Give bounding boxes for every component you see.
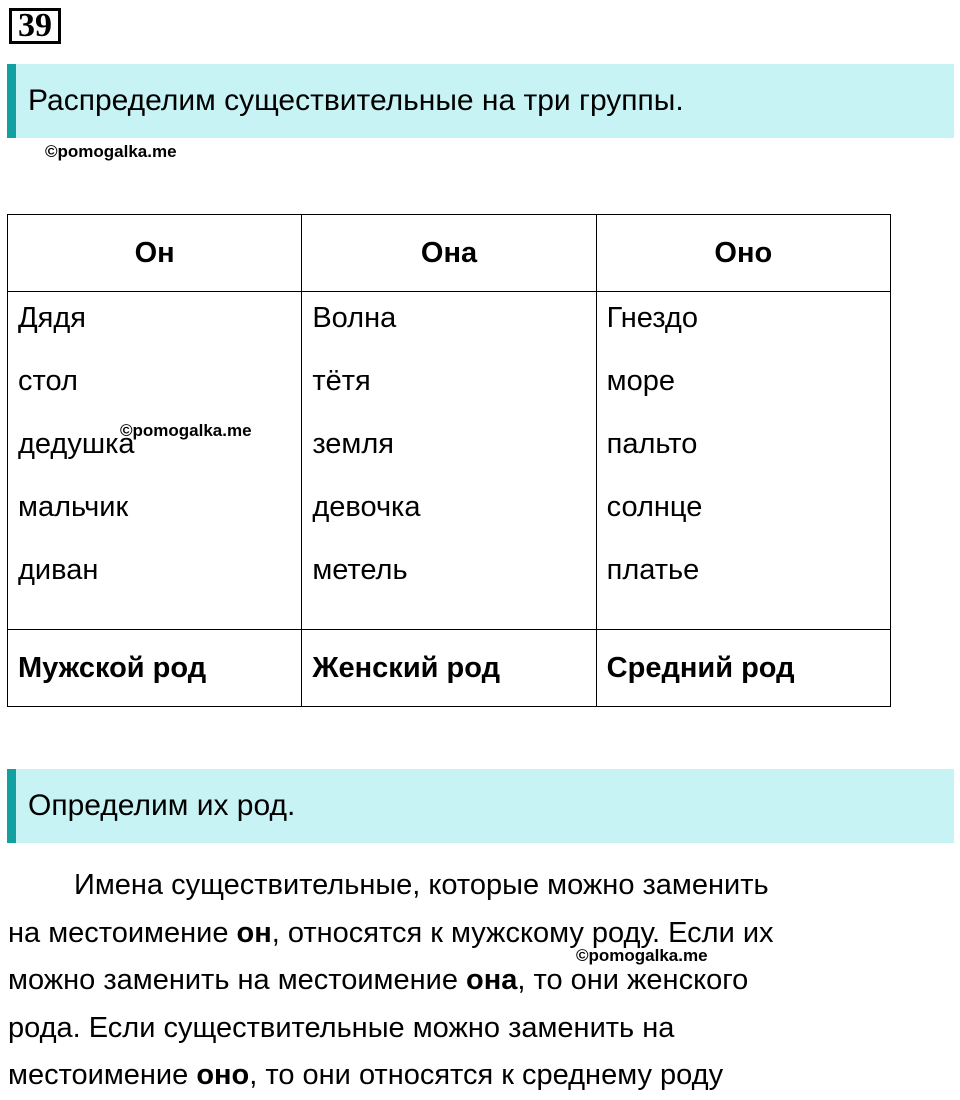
section-banner-distribute xyxy=(7,64,954,138)
paragraph-line xyxy=(8,1052,953,1100)
word-item: девочка xyxy=(312,491,421,523)
gender-table xyxy=(7,214,891,707)
watermark: ©pomogalka.me xyxy=(45,142,177,161)
explanation-paragraph xyxy=(8,862,953,1100)
word-item: мальчик xyxy=(18,491,129,523)
watermark: ©pomogalka.me xyxy=(120,421,252,440)
word-item: дедушка xyxy=(18,428,135,460)
pronoun-ono: оно xyxy=(196,1059,250,1091)
paragraph-line xyxy=(8,1005,953,1053)
text: можно заменить на местоимение xyxy=(8,964,467,996)
header-ono: Оно xyxy=(596,215,890,292)
word-item: стол xyxy=(18,365,78,397)
text: , то они женского xyxy=(517,964,749,996)
pronoun-on: он xyxy=(236,916,272,949)
word-item: Волна xyxy=(312,302,397,334)
column-neuter xyxy=(596,292,890,630)
word-item: пальто xyxy=(606,428,698,460)
word-item: земля xyxy=(312,428,394,460)
footer-feminine: Женский род xyxy=(302,630,596,707)
section-banner-determine xyxy=(7,769,954,843)
word-item: метель xyxy=(312,554,408,586)
table-footer-row xyxy=(8,630,891,707)
paragraph-line xyxy=(8,910,953,958)
column-feminine xyxy=(302,292,596,630)
paragraph-line xyxy=(8,957,953,1005)
word-item: солнце xyxy=(606,491,703,523)
text: на местоимение xyxy=(8,916,237,949)
footer-masculine: Мужской род xyxy=(8,630,302,707)
text: Имена существительные, которые можно заменить xyxy=(74,869,769,901)
column-masculine xyxy=(8,292,302,630)
banner-text: Распределим существительные на три группы. xyxy=(28,84,684,117)
word-item: диван xyxy=(18,554,99,586)
text: местоимение xyxy=(8,1059,197,1091)
header-ona: Она xyxy=(302,215,596,292)
banner-text: Определим их род. xyxy=(28,789,296,822)
text: , то они относятся к среднему роду xyxy=(249,1059,724,1091)
table-words-row xyxy=(8,292,891,630)
word-item: Гнездо xyxy=(606,302,698,334)
task-number: 39 xyxy=(9,8,61,44)
text: , относятся к мужскому роду. Если их xyxy=(271,916,774,949)
paragraph-line xyxy=(8,862,953,910)
footer-neuter: Средний род xyxy=(596,630,890,707)
text: рода. Если существительные можно заменить на xyxy=(8,1011,675,1044)
watermark: ©pomogalka.me xyxy=(576,946,708,965)
pronoun-ona: она xyxy=(466,964,518,996)
table-header-row xyxy=(8,215,891,292)
word-item: тётя xyxy=(312,365,371,397)
word-item: море xyxy=(606,365,675,397)
header-on: Он xyxy=(8,215,302,292)
word-item: платье xyxy=(606,554,700,586)
word-item: Дядя xyxy=(18,302,86,334)
